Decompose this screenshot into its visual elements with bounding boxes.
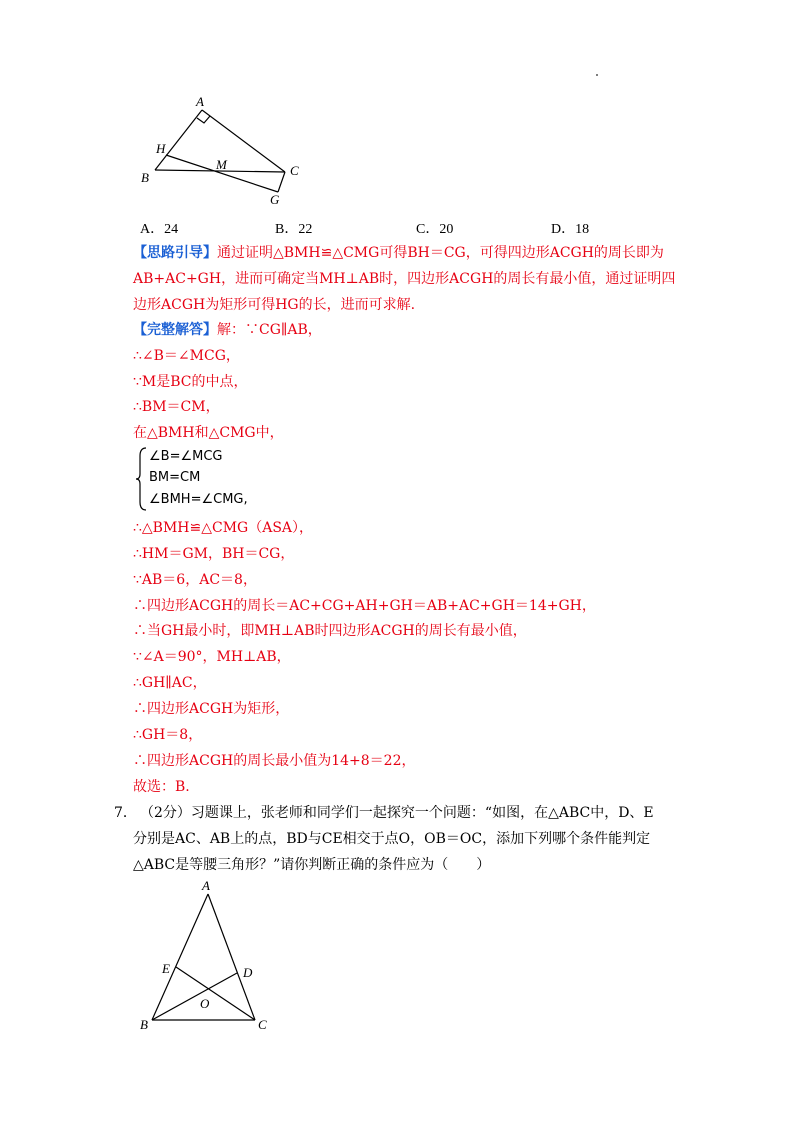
hint-line-2: AB+AC+GH，进而可确定当MH⊥AB时，四边形ACGH的周长有最小值，通过证明四 [133, 271, 676, 287]
hint-tag: 【思路引导】 [133, 245, 217, 261]
hint-line-1 [133, 243, 664, 263]
label-g: G [270, 192, 280, 207]
page-mark [596, 74, 598, 76]
label-b: B [141, 170, 149, 185]
solution-line: ∴GH＝8， [133, 727, 203, 743]
solution-line: ∴△BMH≌△CMG（ASA）， [133, 520, 314, 536]
solution-line-1 [133, 320, 322, 340]
label-a: A [202, 878, 210, 893]
label-m: M [216, 157, 227, 172]
choice-a[interactable]: A．24 [140, 222, 179, 237]
choice-b[interactable]: B．22 [275, 222, 313, 237]
label-b: B [140, 1017, 148, 1032]
label-c: C [290, 163, 299, 178]
solution-line: ∴四边形ACGH的周长最小值为14+8＝22， [133, 753, 416, 769]
solution-text-1: 解：∵CG∥AB， [217, 322, 322, 338]
label-c: C [258, 1017, 267, 1032]
solution-line: 故选：B. [133, 779, 190, 795]
solution-line: ∴当GH最小时，即MH⊥AB时四边形ACGH的周长有最小值， [133, 623, 527, 639]
right-angle-mark [197, 116, 210, 123]
solution-line: ∴GH∥AC， [133, 675, 207, 691]
hint-text-1: 通过证明△BMH≌△CMG可得BH＝CG，可得四边形ACGH的周长即为 [217, 245, 664, 261]
choice-d[interactable]: D．18 [551, 222, 590, 237]
system-line-1: ∠B=∠MCG [149, 449, 223, 464]
question-line-1: （2分）习题课上，张老师和同学们一起探究一个问题：“如图，在△ABC中，D、E [140, 805, 654, 821]
question-number: 7． [114, 805, 137, 821]
choice-c[interactable]: C．20 [416, 222, 454, 237]
system-line-3: ∠BMH=∠CMG, [149, 492, 248, 507]
solution-line: ∵M是BC的中点， [133, 374, 248, 390]
question-line-2: 分别是AC、AB上的点，BD与CE相交于点O，OB＝OC，添加下列哪个条件能判定 [133, 831, 651, 847]
label-d: D [243, 965, 253, 980]
solution-line: ∴四边形ACGH的周长＝AC+CG+AH+GH＝AB+AC+GH＝14+GH， [133, 598, 596, 614]
solution-tag: 【完整解答】 [133, 322, 217, 338]
solution-line: ∴HM＝GM，BH＝CG， [133, 546, 295, 562]
hint-line-3: 边形ACGH为矩形可得HG的长，进而可求解. [133, 297, 416, 313]
figure-triangle-abc-2 [140, 880, 280, 1040]
solution-line: ∵∠A＝90°，MH⊥AB， [133, 649, 291, 665]
question-line-3: △ABC是等腰三角形？”请你判断正确的条件应为（ ） [133, 857, 491, 873]
segment-ac [208, 894, 255, 1020]
label-o: O [200, 996, 210, 1011]
system-line-2: BM=CM [149, 470, 201, 485]
solution-line: ∴四边形ACGH为矩形， [133, 701, 290, 717]
segment-ac [202, 110, 285, 172]
label-e: E [162, 961, 170, 976]
system-brace [134, 446, 148, 512]
solution-line: ∵AB＝6，AC＝8， [133, 572, 257, 588]
solution-line: 在△BMH和△CMG中， [133, 425, 284, 441]
label-h: H [156, 141, 166, 156]
solution-line: ∴∠B＝∠MCG， [133, 348, 240, 364]
segment-ab [155, 110, 202, 170]
label-a: A [196, 94, 204, 109]
segment-cg [278, 172, 285, 192]
solution-line: ∴BM＝CM， [133, 399, 220, 415]
